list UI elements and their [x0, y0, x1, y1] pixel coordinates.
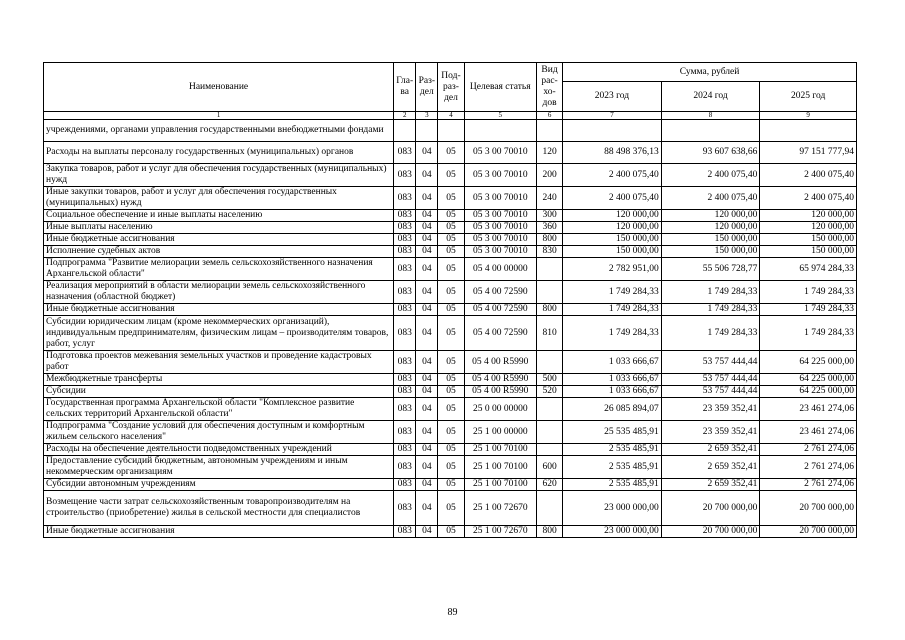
- table-row: [44, 316, 857, 351]
- row-sum-2023: 23 000 000,00: [563, 491, 662, 526]
- row-name: Расходы на обеспечение деятельности подведомственных учреждений: [44, 444, 394, 456]
- row-name: Расходы на выплаты персоналу государственных (муниципальных) органов: [44, 142, 394, 164]
- row-sum-2024: 53 757 444,44: [661, 374, 760, 386]
- header-sum: Сумма, рублей: [563, 63, 857, 82]
- row-glava: [394, 120, 416, 142]
- budget-table: [43, 62, 857, 538]
- row-name: Иные закупки товаров, работ и услуг для обеспечения государственных (муниципальных) нужд: [44, 187, 394, 210]
- row-sum-2025: 97 151 777,94: [760, 142, 857, 164]
- row-sum-2025: 120 000,00: [760, 222, 857, 234]
- row-podrazdel: 05: [438, 246, 464, 258]
- header-vid: Вид рас-хо-дов: [536, 63, 562, 112]
- col-number: 8: [661, 112, 760, 120]
- row-glava: 083: [394, 234, 416, 246]
- column-number-row: [44, 112, 857, 120]
- row-sum-2023: 120 000,00: [563, 210, 662, 222]
- row-glava: 083: [394, 444, 416, 456]
- row-target: 05 3 00 70010: [464, 246, 536, 258]
- row-sum-2024: 53 757 444,44: [661, 386, 760, 398]
- row-name: Иные бюджетные ассигнования: [44, 234, 394, 246]
- row-glava: 083: [394, 351, 416, 374]
- row-glava: 083: [394, 187, 416, 210]
- table-body: [44, 120, 857, 538]
- table-row: [44, 479, 857, 491]
- col-number: 2: [394, 112, 416, 120]
- row-sum-2023: 1 033 666,67: [563, 374, 662, 386]
- row-sum-2023: 2 782 951,00: [563, 258, 662, 281]
- row-vid: 600: [536, 456, 562, 479]
- row-sum-2023: 2 535 485,91: [563, 444, 662, 456]
- table-row: [44, 491, 857, 526]
- row-vid: 300: [536, 210, 562, 222]
- row-glava: 083: [394, 222, 416, 234]
- row-name: Социальное обеспечение и иные выплаты населению: [44, 210, 394, 222]
- row-podrazdel: 05: [438, 456, 464, 479]
- row-podrazdel: 05: [438, 234, 464, 246]
- row-sum-2025: 150 000,00: [760, 234, 857, 246]
- row-name: Подпрограмма "Развитие мелиорации земель сельскохозяйственного назначения Архангельской области": [44, 258, 394, 281]
- row-razdel: 04: [416, 386, 438, 398]
- row-podrazdel: 05: [438, 258, 464, 281]
- row-sum-2023: 1 033 666,67: [563, 386, 662, 398]
- row-sum-2025: 120 000,00: [760, 210, 857, 222]
- row-target: 25 1 00 00000: [464, 421, 536, 444]
- row-sum-2025: 1 749 284,33: [760, 316, 857, 351]
- table-row: [44, 444, 857, 456]
- row-glava: 083: [394, 398, 416, 421]
- header-target: Целевая статья: [464, 63, 536, 112]
- col-number: 6: [536, 112, 562, 120]
- row-target: 05 3 00 70010: [464, 210, 536, 222]
- row-glava: 083: [394, 386, 416, 398]
- row-glava: 083: [394, 210, 416, 222]
- row-target: 05 4 00 72590: [464, 304, 536, 316]
- table-row: [44, 142, 857, 164]
- row-razdel: 04: [416, 444, 438, 456]
- row-name: Субсидии автономным учреждениям: [44, 479, 394, 491]
- row-podrazdel: 05: [438, 491, 464, 526]
- row-podrazdel: 05: [438, 316, 464, 351]
- col-number: 3: [416, 112, 438, 120]
- row-podrazdel: 05: [438, 444, 464, 456]
- row-sum-2024: 2 400 075,40: [661, 187, 760, 210]
- row-sum-2024: 55 506 728,77: [661, 258, 760, 281]
- table-row: [44, 246, 857, 258]
- row-sum-2024: [661, 120, 760, 142]
- row-glava: 083: [394, 421, 416, 444]
- row-vid: 120: [536, 142, 562, 164]
- row-sum-2025: [760, 120, 857, 142]
- row-name: Субсидии: [44, 386, 394, 398]
- row-sum-2023: 1 033 666,67: [563, 351, 662, 374]
- row-podrazdel: 05: [438, 351, 464, 374]
- table-row: [44, 304, 857, 316]
- row-glava: 083: [394, 304, 416, 316]
- row-name: Субсидии юридическим лицам (кроме некоммерческих организаций), индивидуальным предпринимателям, физическим лицам – производителям товаров, работ, услуг: [44, 316, 394, 351]
- table-row: [44, 164, 857, 187]
- row-podrazdel: 05: [438, 398, 464, 421]
- row-sum-2024: 2 659 352,41: [661, 479, 760, 491]
- row-vid: 810: [536, 316, 562, 351]
- table-row: [44, 258, 857, 281]
- row-sum-2025: 2 761 274,06: [760, 479, 857, 491]
- row-glava: 083: [394, 142, 416, 164]
- row-sum-2025: 65 974 284,33: [760, 258, 857, 281]
- table-row: [44, 386, 857, 398]
- row-podrazdel: 05: [438, 187, 464, 210]
- col-number: 7: [563, 112, 662, 120]
- row-sum-2024: 1 749 284,33: [661, 304, 760, 316]
- row-sum-2025: 64 225 000,00: [760, 386, 857, 398]
- row-vid: 830: [536, 246, 562, 258]
- row-name: Исполнение судебных актов: [44, 246, 394, 258]
- row-name: Возмещение части затрат сельскохозяйственным товаропроизводителям на строительство (приобретение) жилья в сельской местности для специалистов: [44, 491, 394, 526]
- row-sum-2024: 150 000,00: [661, 234, 760, 246]
- row-target: 05 4 00 R5990: [464, 351, 536, 374]
- row-sum-2023: 1 749 284,33: [563, 281, 662, 304]
- row-target: 25 1 00 70100: [464, 444, 536, 456]
- row-glava: 083: [394, 456, 416, 479]
- col-number: 1: [44, 112, 394, 120]
- table-row: [44, 421, 857, 444]
- header-razdel: Раз-дел: [416, 63, 438, 112]
- row-podrazdel: [438, 120, 464, 142]
- row-razdel: 04: [416, 456, 438, 479]
- row-razdel: 04: [416, 234, 438, 246]
- page-number: 89: [447, 607, 458, 618]
- row-podrazdel: 05: [438, 281, 464, 304]
- row-razdel: 04: [416, 281, 438, 304]
- row-sum-2024: 23 359 352,41: [661, 398, 760, 421]
- row-glava: 083: [394, 281, 416, 304]
- row-sum-2024: 53 757 444,44: [661, 351, 760, 374]
- row-vid: 800: [536, 526, 562, 538]
- row-razdel: 04: [416, 479, 438, 491]
- row-sum-2023: 25 535 485,91: [563, 421, 662, 444]
- row-target: 05 3 00 70010: [464, 164, 536, 187]
- row-vid: 360: [536, 222, 562, 234]
- row-vid: 800: [536, 304, 562, 316]
- row-sum-2024: 120 000,00: [661, 222, 760, 234]
- row-target: 05 3 00 70010: [464, 187, 536, 210]
- table-row: [44, 234, 857, 246]
- row-vid: [536, 281, 562, 304]
- row-sum-2023: 1 749 284,33: [563, 304, 662, 316]
- row-sum-2025: 23 461 274,06: [760, 421, 857, 444]
- row-sum-2023: 120 000,00: [563, 222, 662, 234]
- row-razdel: 04: [416, 491, 438, 526]
- row-glava: 083: [394, 164, 416, 187]
- row-glava: 083: [394, 526, 416, 538]
- row-razdel: 04: [416, 222, 438, 234]
- row-vid: 500: [536, 374, 562, 386]
- row-razdel: 04: [416, 351, 438, 374]
- row-sum-2023: 2 400 075,40: [563, 187, 662, 210]
- row-name: Реализация мероприятий в области мелиорации земель сельскохозяйственного назначения (областной бюджет): [44, 281, 394, 304]
- row-sum-2023: 23 000 000,00: [563, 526, 662, 538]
- row-target: 05 3 00 70010: [464, 222, 536, 234]
- row-name: Предоставление субсидий бюджетным, автономным учреждениям и иным некоммерческим организациям: [44, 456, 394, 479]
- row-name: Подпрограмма "Создание условий для обеспечения доступным и комфортным жильем сельского населения": [44, 421, 394, 444]
- row-sum-2024: 120 000,00: [661, 210, 760, 222]
- row-sum-2024: 2 400 075,40: [661, 164, 760, 187]
- header-name: Наименование: [44, 63, 394, 112]
- row-vid: 240: [536, 187, 562, 210]
- header-glava: Гла-ва: [394, 63, 416, 112]
- header-podrazdel: Под-раз-дел: [438, 63, 464, 112]
- row-glava: 083: [394, 491, 416, 526]
- row-vid: [536, 120, 562, 142]
- row-podrazdel: 05: [438, 374, 464, 386]
- row-name: учреждениями, органами управления государственными внебюджетными фондами: [44, 120, 394, 142]
- row-name: Иные выплаты населению: [44, 222, 394, 234]
- row-podrazdel: 05: [438, 386, 464, 398]
- row-sum-2025: 64 225 000,00: [760, 351, 857, 374]
- row-vid: [536, 351, 562, 374]
- row-sum-2025: 1 749 284,33: [760, 304, 857, 316]
- row-name: Подготовка проектов межевания земельных участков и проведение кадастровых работ: [44, 351, 394, 374]
- row-sum-2023: [563, 120, 662, 142]
- row-sum-2025: 64 225 000,00: [760, 374, 857, 386]
- table-row: [44, 526, 857, 538]
- row-razdel: 04: [416, 187, 438, 210]
- row-glava: 083: [394, 479, 416, 491]
- row-target: 05 3 00 70010: [464, 234, 536, 246]
- row-vid: 800: [536, 234, 562, 246]
- row-glava: 083: [394, 258, 416, 281]
- row-vid: [536, 491, 562, 526]
- row-sum-2024: 23 359 352,41: [661, 421, 760, 444]
- row-razdel: 04: [416, 526, 438, 538]
- row-podrazdel: 05: [438, 222, 464, 234]
- row-target: 25 1 00 70100: [464, 479, 536, 491]
- table-row: [44, 120, 857, 142]
- row-sum-2024: 2 659 352,41: [661, 456, 760, 479]
- row-target: 05 4 00 00000: [464, 258, 536, 281]
- row-sum-2023: 150 000,00: [563, 234, 662, 246]
- row-razdel: 04: [416, 421, 438, 444]
- row-sum-2024: 20 700 000,00: [661, 491, 760, 526]
- row-sum-2023: 88 498 376,13: [563, 142, 662, 164]
- row-podrazdel: 05: [438, 210, 464, 222]
- header-2024: 2024 год: [661, 82, 760, 112]
- row-name: Иные бюджетные ассигнования: [44, 526, 394, 538]
- row-target: 25 0 00 00000: [464, 398, 536, 421]
- row-razdel: 04: [416, 304, 438, 316]
- table-row: [44, 351, 857, 374]
- table-row: [44, 187, 857, 210]
- row-glava: 083: [394, 316, 416, 351]
- row-target: 25 1 00 72670: [464, 491, 536, 526]
- header-2023: 2023 год: [563, 82, 662, 112]
- row-target: 25 1 00 72670: [464, 526, 536, 538]
- row-name: Закупка товаров, работ и услуг для обеспечения государственных (муниципальных) нужд: [44, 164, 394, 187]
- row-podrazdel: 05: [438, 479, 464, 491]
- row-razdel: [416, 120, 438, 142]
- table-row: [44, 210, 857, 222]
- row-razdel: 04: [416, 398, 438, 421]
- row-sum-2025: 1 749 284,33: [760, 281, 857, 304]
- row-razdel: 04: [416, 374, 438, 386]
- row-vid: 620: [536, 479, 562, 491]
- row-target: 05 4 00 72590: [464, 281, 536, 304]
- row-razdel: 04: [416, 316, 438, 351]
- row-sum-2025: 150 000,00: [760, 246, 857, 258]
- header-2025: 2025 год: [760, 82, 857, 112]
- row-vid: 200: [536, 164, 562, 187]
- row-vid: [536, 444, 562, 456]
- table-row: [44, 374, 857, 386]
- row-sum-2025: 23 461 274,06: [760, 398, 857, 421]
- row-target: 05 4 00 R5990: [464, 386, 536, 398]
- row-name: Государственная программа Архангельской области "Комплексное развитие сельских территорий Архангельской области": [44, 398, 394, 421]
- row-vid: [536, 398, 562, 421]
- row-glava: 083: [394, 246, 416, 258]
- col-number: 9: [760, 112, 857, 120]
- col-number: 4: [438, 112, 464, 120]
- row-sum-2025: 20 700 000,00: [760, 491, 857, 526]
- row-name: Межбюджетные трансферты: [44, 374, 394, 386]
- row-vid: [536, 258, 562, 281]
- table-row: [44, 281, 857, 304]
- row-podrazdel: 05: [438, 304, 464, 316]
- row-sum-2025: 2 400 075,40: [760, 164, 857, 187]
- row-target: [464, 120, 536, 142]
- row-sum-2023: 2 535 485,91: [563, 456, 662, 479]
- col-number: 5: [464, 112, 536, 120]
- row-razdel: 04: [416, 258, 438, 281]
- row-podrazdel: 05: [438, 421, 464, 444]
- row-sum-2025: 20 700 000,00: [760, 526, 857, 538]
- row-sum-2023: 2 400 075,40: [563, 164, 662, 187]
- row-target: 05 3 00 70010: [464, 142, 536, 164]
- row-sum-2025: 2 400 075,40: [760, 187, 857, 210]
- row-sum-2024: 1 749 284,33: [661, 281, 760, 304]
- table-row: [44, 456, 857, 479]
- row-target: 05 4 00 72590: [464, 316, 536, 351]
- row-sum-2024: 150 000,00: [661, 246, 760, 258]
- row-sum-2023: 150 000,00: [563, 246, 662, 258]
- row-name: Иные бюджетные ассигнования: [44, 304, 394, 316]
- row-sum-2024: 2 659 352,41: [661, 444, 760, 456]
- row-razdel: 04: [416, 142, 438, 164]
- row-sum-2025: 2 761 274,06: [760, 456, 857, 479]
- row-sum-2023: 2 535 485,91: [563, 479, 662, 491]
- row-sum-2024: 20 700 000,00: [661, 526, 760, 538]
- row-target: 25 1 00 70100: [464, 456, 536, 479]
- row-podrazdel: 05: [438, 164, 464, 187]
- row-razdel: 04: [416, 246, 438, 258]
- row-glava: 083: [394, 374, 416, 386]
- table-row: [44, 398, 857, 421]
- row-sum-2023: 26 085 894,07: [563, 398, 662, 421]
- row-sum-2024: 1 749 284,33: [661, 316, 760, 351]
- row-razdel: 04: [416, 210, 438, 222]
- row-razdel: 04: [416, 164, 438, 187]
- row-sum-2023: 1 749 284,33: [563, 316, 662, 351]
- row-vid: 520: [536, 386, 562, 398]
- row-vid: [536, 421, 562, 444]
- table-row: [44, 222, 857, 234]
- row-sum-2024: 93 607 638,66: [661, 142, 760, 164]
- row-sum-2025: 2 761 274,06: [760, 444, 857, 456]
- row-target: 05 4 00 R5990: [464, 374, 536, 386]
- row-podrazdel: 05: [438, 142, 464, 164]
- row-podrazdel: 05: [438, 526, 464, 538]
